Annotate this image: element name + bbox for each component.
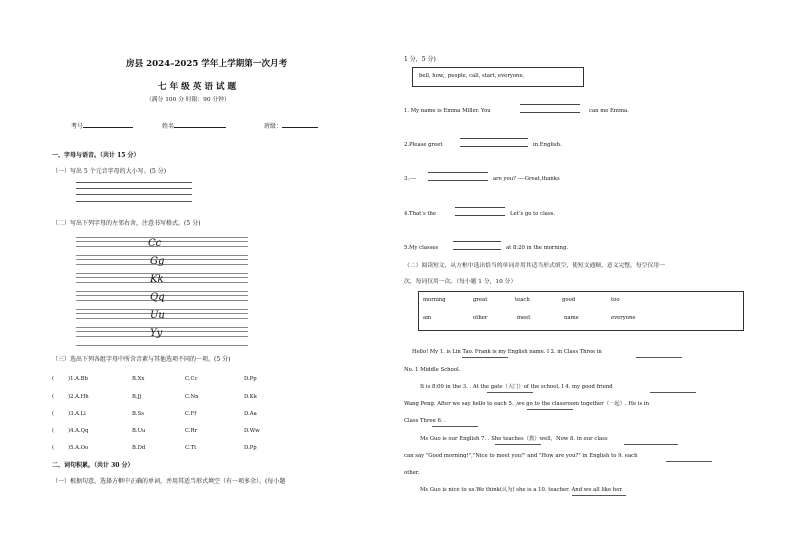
answer-blank[interactable] xyxy=(428,172,488,184)
choice-a: )3.A.Ll xyxy=(68,411,86,417)
choice-row[interactable] xyxy=(52,446,272,454)
exam-title: 房县 2024–2025 学年上学期第一次月考 xyxy=(126,59,288,69)
choice-c: C.Tt xyxy=(185,445,197,451)
box-word: great xyxy=(473,297,488,303)
sentence-2-after: in English. xyxy=(533,142,562,148)
passage-line[interactable]: can say "Good morning!","Nice to meet you!" and "How are you?" in English to 9. each xyxy=(404,453,638,459)
passage-line[interactable]: It is 8:00 in the 3. . At the gate（大门）of the school, I 4. my good friend xyxy=(420,384,613,390)
choice-a: )2.A.Hh xyxy=(68,394,89,400)
choice-c: C.Nn xyxy=(185,394,199,400)
sentence-4-after: Let’s go to class. xyxy=(510,211,556,217)
box-word: meet xyxy=(517,315,531,321)
exam-meta: （满分 100 分 时限：90 分钟） xyxy=(146,97,230,103)
part1-q1-instruction: （一）写出 5 个元音字母的大小写。(5 分) xyxy=(52,168,167,175)
letter-qq: Qq xyxy=(150,292,165,303)
field-label: 班级： xyxy=(264,123,283,130)
choice-row[interactable] xyxy=(52,429,272,437)
part2-q2-instruction-cont: 次，每词仅用一次。（每小题 1 分，10 分） xyxy=(404,279,517,285)
sentence-2-before: 2.Please greet xyxy=(404,142,443,148)
passage-line[interactable]: Wang Peng. After we say hello to each 5. ,we go to the classroom together（一起）. He is in xyxy=(404,401,650,407)
letter-kk: Kk xyxy=(150,274,164,285)
word-box xyxy=(412,67,584,87)
choice-paren: ( xyxy=(52,411,55,417)
box-word: teach xyxy=(515,297,530,303)
part2-q2-instruction: （二）阅读短文，从方框中选出恰当的单词并用其适当形式填空，使短文通顺、意义完整。每空仅用一 xyxy=(404,263,665,269)
choice-d: D.Pp xyxy=(244,376,257,382)
part1-heading: 一、字母与语音。（共计 15 分） xyxy=(52,152,140,159)
choice-row[interactable] xyxy=(52,412,272,420)
passage-line[interactable]: Class Three 6. . xyxy=(404,418,446,424)
sentence-5-before: 5.My classes xyxy=(404,245,439,251)
choice-paren: ( xyxy=(52,445,55,451)
box-word: name xyxy=(564,315,579,321)
passage-line: No. 1 Middle School. xyxy=(404,367,461,373)
choice-a: )5.A.Oo xyxy=(68,445,89,451)
box-word: everyone xyxy=(611,315,636,321)
choice-paren: ( xyxy=(52,376,55,382)
choice-c: C.Ff xyxy=(185,411,197,417)
answer-blank[interactable] xyxy=(455,207,505,219)
field-label: 姓名 xyxy=(162,123,175,130)
passage-line[interactable]: Ms Guo is nice to us.We think(认为) she is a 10. teacher. And we all like her. xyxy=(420,487,623,493)
reading-word-box xyxy=(418,291,744,331)
answer-blank[interactable] xyxy=(520,104,580,116)
choice-d: D.Ww xyxy=(244,428,260,434)
answer-blank[interactable] xyxy=(453,241,501,253)
letter-cc: Cc xyxy=(148,238,162,249)
sentence-1-before: 1. My name is Emma Miller. You xyxy=(404,108,491,114)
box-word: other xyxy=(473,315,488,321)
field-exam-number[interactable] xyxy=(71,121,133,130)
choice-d: D.Kk xyxy=(244,394,257,400)
passage-line: other. xyxy=(404,470,420,476)
letter-yy: Yy xyxy=(150,328,163,339)
box-word: good xyxy=(562,297,576,303)
part2-heading: 二、词句积累。（共计 30 分） xyxy=(52,462,134,469)
part1-q2-instruction: （二）写出下列字母的左邻右舍，注意书写格式。(5 分) xyxy=(52,220,201,227)
choice-paren: ( xyxy=(52,428,55,434)
exam-subtitle: 七 年 级 英 语 试 题 xyxy=(158,82,237,92)
choice-d: D.Pp xyxy=(244,445,257,451)
field-class[interactable] xyxy=(264,121,318,130)
choice-row[interactable] xyxy=(52,395,272,403)
part2-q1-instruction: （一）根据句意，选择方框中正确的单词，并用其适当形式填空（有一项多余）。(每小题 xyxy=(52,478,286,485)
sentence-4-before: 4.That’s the xyxy=(404,211,437,217)
field-name[interactable] xyxy=(162,121,226,130)
sentence-1-after: can me Emma. xyxy=(589,108,629,114)
letter-gg: Gg xyxy=(150,256,165,267)
choice-a: )4.A.Qq xyxy=(68,428,89,434)
part1-q3-instruction: （三）选出下列各组字母中所含音素与其他选项不同的一项。(5 分) xyxy=(52,356,231,363)
choice-c: C.Cc xyxy=(185,376,198,382)
choice-d: D.Aa xyxy=(244,411,257,417)
word-box-text: bell, how,, people, call, start, everyone, xyxy=(419,73,525,79)
choice-b: B.Jj xyxy=(132,394,142,400)
choice-c: C.Rr xyxy=(185,428,198,434)
choice-b: B.Uu xyxy=(132,428,146,434)
box-word: too xyxy=(611,297,620,303)
part2-q1-instruction-cont: 1 分，5 分) xyxy=(404,56,436,63)
box-word: morning xyxy=(423,297,446,303)
sentence-3-before: 3.---- xyxy=(404,176,417,182)
choice-b: B.Xx xyxy=(132,376,145,382)
letter-uu: Uu xyxy=(150,310,165,321)
choice-b: B.Dd xyxy=(132,445,146,451)
answer-blank[interactable] xyxy=(460,138,528,150)
passage-line[interactable]: Hello! My 1. is Lin Tao. Frank is my English name. I 2. in Class Three in xyxy=(412,349,602,355)
choice-row[interactable] xyxy=(52,377,272,385)
choice-b: B.Ss xyxy=(132,411,144,417)
sentence-3-after: are you? ----Great,thanks xyxy=(493,176,560,182)
passage-line[interactable]: Ms Guo is our English 7. . She teaches（教）well，Now 8. in our class xyxy=(420,436,608,442)
field-label: 考号 xyxy=(71,123,84,130)
choice-a: )1.A.Bb xyxy=(68,376,88,382)
choice-paren: ( xyxy=(52,394,55,400)
box-word: am xyxy=(423,315,432,321)
sentence-5-after: at 8:20 in the morning. xyxy=(506,245,569,251)
